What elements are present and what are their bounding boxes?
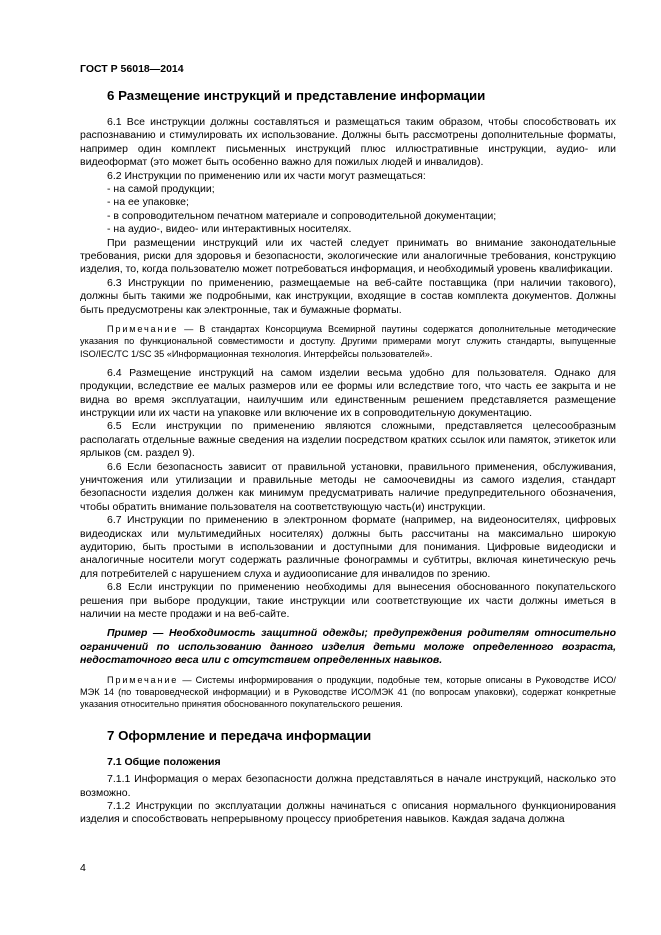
paragraph-6-1: 6.1 Все инструкции должны составляться и размещаться таким образом, чтобы способствовать их распознаванию и стимулировать их использование. Должны быть рассмотрены дополнительные форматы, например один комплект письменных инструкций плюс иллюстративные инструкции, аудио- или видеоформат (это может быть особенно важно для пожилых людей и инвалидов). <box>80 116 616 169</box>
paragraph-7-1-1: 7.1.1 Информация о мерах безопасности должна представляться в начале инструкций, насколько это возможно. <box>80 773 616 799</box>
note-text: — В стандартах Консорциума Всемирной паутины содержатся дополнительные методические указания по функциональной совместимости и доступу. Другими примерами могут служить стандарты, выпущенные ISO/IEC/TC 1/SC 35 «Информационная технология. Интерфейсы пользователей». <box>80 324 616 359</box>
subsection-7-1-heading: 7.1 Общие положения <box>107 756 221 769</box>
paragraph-6-4: 6.4 Размещение инструкций на самом изделии весьма удобно для пользователя. Однако для продукции, вследствие ее малых размеров или ее формы или вследствие того, что часть ее закрыта и не видна во время эксплуатации, наилучшим или единственным решением представляется размещение инструкции или их части на упаковке или включение их в сопроводительную документацию. <box>80 366 616 419</box>
paragraph-6-3: 6.3 Инструкции по применению, размещаемые на веб-сайте поставщика (при наличии такового), должны быть такими же подробными, как инструкции, входящие в состав комплекта документов. Должны быть предусмотрены как электронные, так и бумажные форматы. <box>80 276 616 316</box>
list-item: - на ее упаковке; <box>107 196 189 209</box>
list-item: - на самой продукции; <box>107 183 215 196</box>
paragraph-6-2-continued: При размещении инструкций или их частей следует принимать во внимание законодательные требования, риски для здоровья и безопасности, экологические или аналогичные требования, конструкцию изделия, то, когда пользователю может потребоваться информация, и необходимый уровень квалификации. <box>80 236 616 276</box>
note-2 <box>80 674 616 711</box>
page-content <box>80 88 616 827</box>
note-1 <box>80 323 616 360</box>
document-header: ГОСТ Р 56018—2014 <box>80 63 184 75</box>
list-item: - на аудио-, видео- или интерактивных носителях. <box>107 223 352 236</box>
paragraph-6-2: 6.2 Инструкции по применению или их части могут размещаться: <box>107 169 426 182</box>
example-paragraph: Пример — Необходимость защитной одежды; предупреждения родителям относительно ограничений по использованию данного изделия детьми моложе определенного возраста, недостаточного веса или с отсутствием определенных навыков. <box>80 627 616 667</box>
section-7-heading: 7 Оформление и передача информации <box>107 728 372 744</box>
paragraph-6-7: 6.7 Инструкции по применению в электронном формате (например, на видеоносителях, цифровых видеодисках или мультимедийных носителях) должны быть рассчитаны на максимально широкую аудиторию, быть простыми в использовании и доступными для понимания. Цифровые видеодиски и аналогичные носители могут содержать различные фонограммы и субтитры, включая кинетическую речь для потребителей с нарушением слуха и аудиоописание для инвалидов по зрению. <box>80 514 616 580</box>
note-text: — Системы информирования о продукции, подобные тем, которые описаны в Руководстве ИСО/МЭК 14 (по товароведческой информации) и в Руководстве ИСО/МЭК 41 (по вопросам упаковки), содержат конкретные указания относительно принятия обоснованного покупательского решения. <box>80 674 616 710</box>
paragraph-7-1-2: 7.1.2 Инструкции по эксплуатации должны начинаться с описания нормального функционирования изделия и способствовать непрерывному процессу приобретения навыков. Каждая задача должна <box>80 800 616 826</box>
paragraph-6-5: 6.5 Если инструкции по применению являются сложными, представляется целесообразным располагать отдельные важные сведения на изделии посредством кратких ссылок или памяток, этикеток или ярлыков (см. раздел 9). <box>80 420 616 460</box>
note-label: Примечание <box>107 324 179 335</box>
paragraph-6-8: 6.8 Если инструкции по применению необходимы для вынесения обоснованного покупательского решения при выборе продукции, такие инструкции или соответствующие их части должны иметься в наличии на месте продажи и на веб-сайте. <box>80 581 616 621</box>
section-6-heading: 6 Размещение инструкций и представление информации <box>107 88 486 103</box>
note-label: Примечание <box>107 674 179 685</box>
page-number: 4 <box>80 862 86 874</box>
paragraph-6-6: 6.6 Если безопасность зависит от правильной установки, правильного применения, обслуживания, уничтожения или утилизации и правильные методы не самоочевидны из самого изделия, стандарт безопасности изделия должен как минимум предусматривать наличие предупредительного обозначения, чтобы обратить внимание пользователя на соответствующую часть(и) инструкции. <box>80 460 616 513</box>
list-item: - в сопроводительном печатном материале и сопроводительной документации; <box>107 209 497 222</box>
